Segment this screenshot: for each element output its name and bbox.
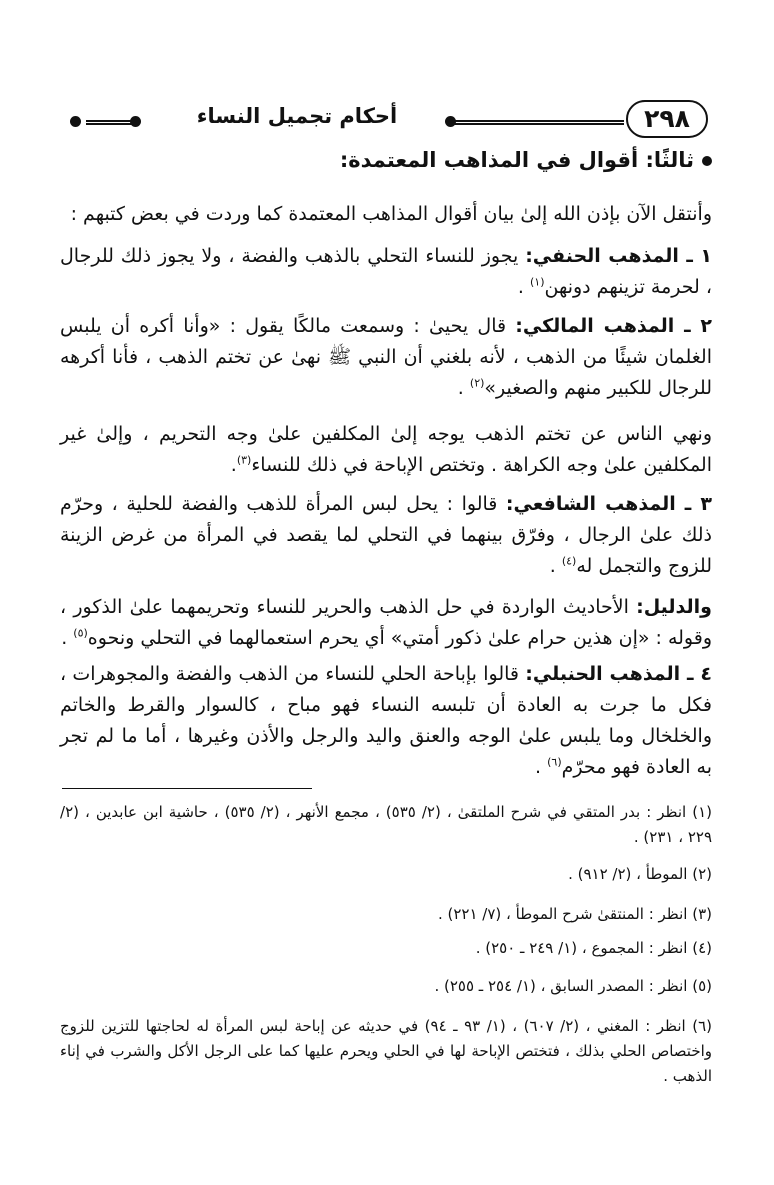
header-dot (70, 116, 81, 127)
maliki-note-paragraph: ونهي الناس عن تختم الذهب يوجه إلىٰ المكلفين علىٰ وجه التحريم ، وإلىٰ غير المكلفين علىٰ وجه الكراهة . وتختص الإباحة في ذلك للنساء$^{(٣)}$. (60, 423, 712, 476)
footnote-4: (٤) انظر : المجموع ، (١/ ٢٤٩ ـ ٢٥٠) . (475, 939, 712, 957)
evidence-paragraph: والدليل: الأحاديث الواردة في حل الذهب والحرير للنساء وتحريمهما علىٰ الذكور ، وقوله : «إن هذين حرام علىٰ ذكور أمتي» أي يحرم استعمالهما في التحلي ونحوه$^{(٥)}$ . (60, 596, 712, 649)
footnote-ref: (٢) (469, 376, 485, 390)
header-dot (445, 116, 456, 127)
maliki-paragraph: ٢ ـ المذهب المالكي: قال يحيىٰ : وسمعت مالكًا يقول : «وأنا أكره أن يلبس الغلمان شيئًا من الذهب ، لأنه بلغني أن النبي ﷺ نهىٰ عن تختم الذهب ، فأنا أكرهه للرجال للكبير منهم والصغير»$^{(٢)}$ . (60, 315, 712, 399)
footnote-3: (٣) انظر : المنتقىٰ شرح الموطأ ، (٧/ ٢٢١) . (437, 905, 712, 923)
header-rule (86, 120, 134, 125)
page-number: ٢٩٨ (626, 100, 708, 138)
hanbali-paragraph: ٤ ـ المذهب الحنبلي: قالوا بإباحة الحلي للنساء من الذهب والفضة والمجوهرات ، فكل ما جرت به العادة أن تلبسه النساء فهو مباح ، كالسوار والقرط والخاتم والخلخال وما يلبس علىٰ الوجه والعنق واليد والرجل والأذن وغيرها ، أما ما لم تجر به العادة فهو محرّم$^{(٦)}$ . (60, 663, 712, 778)
footnote-ref: (٦) (547, 755, 562, 769)
footnote-1: (١) انظر : بدر المتقي في شرح الملتقىٰ ، (٢/ ٥٣٥) ، مجمع الأنهر ، (٢/ ٥٣٥) ، حاشية ابن عابدين ، (٢/ ٢٢٩ ، ٢٣١) . (60, 803, 712, 846)
hanbali-label: ٤ ـ المذهب الحنبلي: (525, 663, 712, 685)
footnote-5: (٥) انظر : المصدر السابق ، (١/ ٢٥٤ ـ ٢٥٥) . (434, 977, 712, 995)
shafii-label: ٣ ـ المذهب الشافعي: (505, 493, 712, 515)
header-rule (451, 120, 624, 125)
intro-paragraph: وأنتقل الآن بإذن الله إلىٰ بيان أقوال المذاهب المعتمدة كما وردت في بعض كتبهم : (70, 203, 712, 225)
shafii-paragraph: ٣ ـ المذهب الشافعي: قالوا : يحل لبس المرأة للذهب والفضة للحلية ، وحرّم ذلك علىٰ الرجال ، وفرّق بينهما في التحلي لما يقصد في المرأة من غرض الزينة للزوج والتجمل له$^{(٤)}$ . (60, 493, 712, 577)
section-title: ثالثًا: أقوال في المذاهب المعتمدة: (60, 148, 712, 172)
maliki-label: ٢ ـ المذهب المالكي: (515, 315, 712, 337)
footnote-ref: (٤) (561, 554, 577, 568)
footnote-ref: (٥) (73, 626, 88, 640)
footnote-2: (٢) الموطأ ، (٢/ ٩١٢) . (568, 865, 712, 883)
footnote-ref: (٣) (236, 453, 252, 467)
hanafi-label: ١ ـ المذهب الحنفي: (525, 245, 712, 267)
footnote-6: (٦) انظر : المغني ، (٢/ ٦٠٧) ، (١/ ٩٣ ـ ٩٤) في حديثه عن إباحة لبس المرأة له لحاجتها للتزين للزوج واختصاص الحلي بذلك ، فتختص الإباحة لها في الحلي ويحرم عليها كما على الرجل الأكل والشرب في إناء الذهب . (60, 1017, 712, 1085)
footnote-ref: (١) (529, 275, 545, 289)
footnote-separator (62, 788, 312, 789)
page-header (68, 100, 708, 142)
hanafi-paragraph: ١ ـ المذهب الحنفي: يجوز للنساء التحلي بالذهب والفضة ، ولا يجوز ذلك للرجال ، لحرمة تزينهم دونهن$^{(١)}$ . (60, 245, 712, 298)
bullet-icon (702, 156, 712, 166)
running-title: أحكام تجميل النساء (196, 104, 398, 128)
evidence-label: والدليل: (636, 596, 712, 618)
